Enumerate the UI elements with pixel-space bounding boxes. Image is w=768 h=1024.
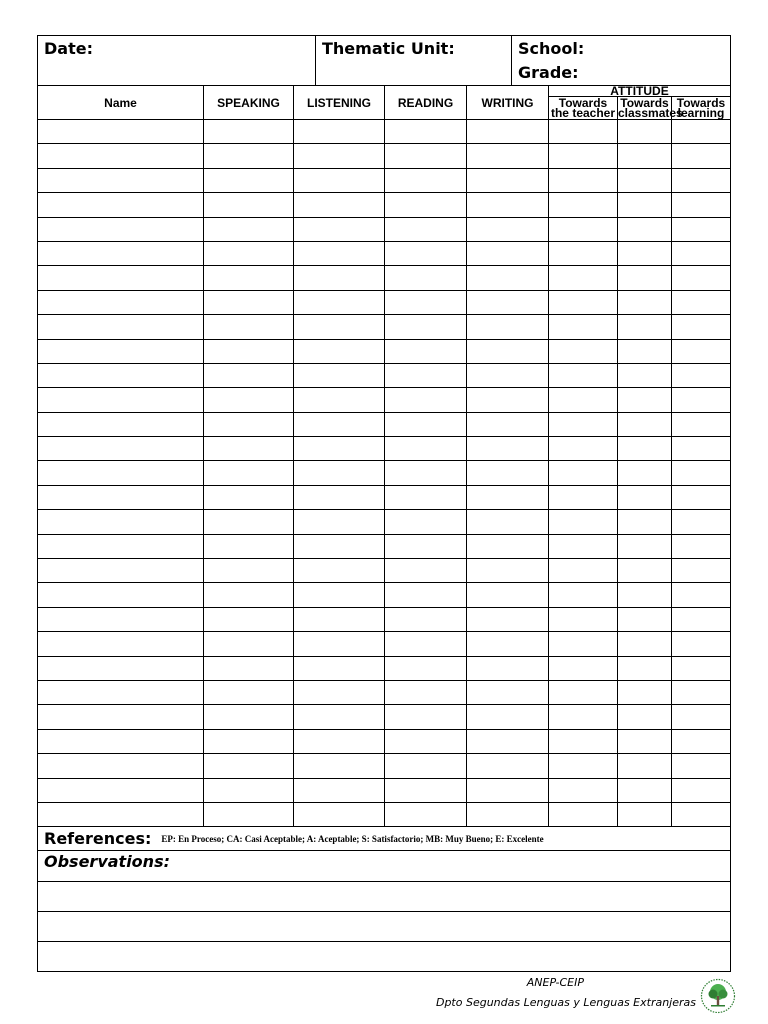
- table-cell[interactable]: [385, 461, 467, 485]
- table-cell[interactable]: [549, 754, 618, 778]
- table-cell[interactable]: [385, 729, 467, 753]
- table-cell[interactable]: [672, 193, 731, 217]
- table-cell[interactable]: [549, 583, 618, 607]
- table-cell[interactable]: [618, 315, 672, 339]
- table-cell[interactable]: [618, 388, 672, 412]
- table-cell[interactable]: [204, 120, 294, 144]
- table-cell[interactable]: [618, 217, 672, 241]
- table-cell[interactable]: [549, 388, 618, 412]
- table-cell[interactable]: [385, 315, 467, 339]
- column-header-towards-classmates: Towards classmates: [618, 96, 683, 120]
- table-cell[interactable]: [672, 534, 731, 558]
- table-row: [38, 680, 731, 704]
- table-cell[interactable]: [38, 607, 204, 631]
- table-cell[interactable]: [672, 120, 731, 144]
- table-cell[interactable]: [672, 290, 731, 314]
- footer-org: ANEP-CEIP: [526, 976, 584, 989]
- table-cell[interactable]: [549, 705, 618, 729]
- table-cell[interactable]: [38, 729, 204, 753]
- table-cell[interactable]: [204, 437, 294, 461]
- table-cell[interactable]: [549, 168, 618, 192]
- table-cell[interactable]: [38, 241, 204, 265]
- table-cell[interactable]: [385, 705, 467, 729]
- table-cell[interactable]: [549, 217, 618, 241]
- school-label: School:: [518, 39, 585, 58]
- column-header-writing: WRITING: [467, 86, 549, 120]
- table-cell[interactable]: [467, 485, 549, 509]
- table-cell[interactable]: [294, 461, 385, 485]
- table-cell[interactable]: [549, 485, 618, 509]
- table-cell[interactable]: [38, 144, 204, 168]
- table-cell[interactable]: [38, 290, 204, 314]
- table-cell[interactable]: [467, 437, 549, 461]
- table-cell[interactable]: [204, 680, 294, 704]
- column-header-towards-teacher: Towards the teacher: [549, 97, 618, 120]
- table-row: [38, 656, 731, 680]
- table-cell[interactable]: [467, 144, 549, 168]
- table-row: [38, 193, 731, 217]
- table-cell[interactable]: [618, 168, 672, 192]
- table-row: [38, 583, 731, 607]
- table-cell[interactable]: [38, 217, 204, 241]
- table-cell[interactable]: [294, 802, 385, 826]
- table-cell[interactable]: [467, 266, 549, 290]
- table-cell[interactable]: [467, 607, 549, 631]
- table-row: [38, 461, 731, 485]
- references-label: References:: [44, 829, 152, 849]
- table-cell[interactable]: [294, 729, 385, 753]
- table-row: [38, 266, 731, 290]
- table-cell[interactable]: [38, 534, 204, 558]
- table-cell[interactable]: [385, 510, 467, 534]
- table-cell[interactable]: [467, 729, 549, 753]
- table-cell[interactable]: [385, 437, 467, 461]
- table-cell[interactable]: [385, 290, 467, 314]
- table-cell[interactable]: [385, 656, 467, 680]
- table-cell[interactable]: [618, 729, 672, 753]
- table-cell[interactable]: [385, 363, 467, 387]
- table-cell[interactable]: [294, 559, 385, 583]
- table-cell[interactable]: [467, 656, 549, 680]
- table-cell[interactable]: [294, 534, 385, 558]
- table-cell[interactable]: [467, 388, 549, 412]
- table-cell[interactable]: [672, 583, 731, 607]
- table-cell[interactable]: [672, 729, 731, 753]
- table-cell[interactable]: [204, 241, 294, 265]
- table-cell[interactable]: [672, 754, 731, 778]
- observation-line[interactable]: [37, 882, 731, 912]
- table-row: [38, 632, 731, 656]
- table-cell[interactable]: [618, 680, 672, 704]
- table-cell[interactable]: [672, 559, 731, 583]
- table-row: [38, 120, 731, 144]
- table-cell[interactable]: [549, 778, 618, 802]
- table-row: [38, 388, 731, 412]
- table-cell[interactable]: [672, 412, 731, 436]
- table-cell[interactable]: [549, 363, 618, 387]
- table-cell[interactable]: [294, 315, 385, 339]
- table-cell[interactable]: [204, 754, 294, 778]
- table-cell[interactable]: [38, 412, 204, 436]
- table-cell[interactable]: [467, 193, 549, 217]
- table-cell[interactable]: [467, 241, 549, 265]
- table-cell[interactable]: [672, 315, 731, 339]
- tree-logo-icon: [700, 978, 736, 1014]
- table-cell[interactable]: [294, 339, 385, 363]
- table-cell[interactable]: [618, 437, 672, 461]
- table-cell[interactable]: [38, 802, 204, 826]
- table-cell[interactable]: [549, 510, 618, 534]
- references-text: EP: En Proceso; CA: Casi Aceptable; A: Aceptable; S: Satisfactorio; MB: Muy Bueno; E: Excelente: [161, 833, 544, 844]
- table-cell[interactable]: [294, 168, 385, 192]
- table-cell[interactable]: [672, 388, 731, 412]
- table-cell[interactable]: [204, 559, 294, 583]
- table-cell[interactable]: [385, 583, 467, 607]
- table-cell[interactable]: [38, 632, 204, 656]
- table-cell[interactable]: [294, 583, 385, 607]
- table-cell[interactable]: [294, 778, 385, 802]
- table-cell[interactable]: [294, 120, 385, 144]
- table-cell[interactable]: [204, 778, 294, 802]
- table-cell[interactable]: [672, 339, 731, 363]
- table-cell[interactable]: [618, 632, 672, 656]
- table-cell[interactable]: [385, 412, 467, 436]
- references-row: [37, 827, 731, 851]
- table-cell[interactable]: [294, 632, 385, 656]
- table-cell[interactable]: [294, 217, 385, 241]
- table-row: [38, 241, 731, 265]
- table-cell[interactable]: [204, 632, 294, 656]
- table-cell[interactable]: [204, 144, 294, 168]
- table-cell[interactable]: [38, 363, 204, 387]
- observations-label: Observations:: [37, 851, 731, 882]
- table-cell[interactable]: [672, 363, 731, 387]
- table-cell[interactable]: [672, 217, 731, 241]
- table-cell[interactable]: [204, 705, 294, 729]
- table-cell[interactable]: [204, 168, 294, 192]
- table-row: [38, 534, 731, 558]
- table-row: [38, 607, 731, 631]
- table-cell[interactable]: [672, 437, 731, 461]
- table-cell[interactable]: [204, 266, 294, 290]
- table-cell[interactable]: [204, 583, 294, 607]
- thematic-unit-label: Thematic Unit:: [322, 39, 455, 58]
- table-cell[interactable]: [294, 680, 385, 704]
- table-cell[interactable]: [467, 583, 549, 607]
- table-cell[interactable]: [38, 437, 204, 461]
- table-cell[interactable]: [294, 754, 385, 778]
- table-cell[interactable]: [549, 412, 618, 436]
- sheet-header: [37, 35, 731, 86]
- column-header-attitude: ATTITUDE: [549, 86, 731, 97]
- table-cell[interactable]: [385, 266, 467, 290]
- column-header-towards-learning: Towards learning: [672, 97, 731, 120]
- table-cell[interactable]: [467, 217, 549, 241]
- table-cell[interactable]: [204, 534, 294, 558]
- school-grade-field[interactable]: [512, 36, 730, 85]
- table-row: [38, 315, 731, 339]
- table-cell[interactable]: [467, 120, 549, 144]
- table-row: [38, 510, 731, 534]
- table-cell[interactable]: [385, 607, 467, 631]
- table-cell[interactable]: [204, 461, 294, 485]
- table-cell[interactable]: [467, 802, 549, 826]
- table-cell[interactable]: [294, 363, 385, 387]
- table-row: [38, 559, 731, 583]
- table-cell[interactable]: [38, 680, 204, 704]
- table-cell[interactable]: [204, 315, 294, 339]
- table-cell[interactable]: [385, 241, 467, 265]
- table-cell[interactable]: [385, 680, 467, 704]
- table-cell[interactable]: [467, 315, 549, 339]
- table-row: [38, 168, 731, 192]
- table-cell[interactable]: [467, 632, 549, 656]
- table-cell[interactable]: [385, 802, 467, 826]
- table-cell[interactable]: [672, 266, 731, 290]
- table-cell[interactable]: [294, 437, 385, 461]
- assessment-table: [37, 85, 731, 827]
- table-row: [38, 290, 731, 314]
- table-cell[interactable]: [294, 485, 385, 509]
- table-cell[interactable]: [618, 120, 672, 144]
- table-row: [38, 144, 731, 168]
- table-cell[interactable]: [38, 559, 204, 583]
- table-row: [38, 705, 731, 729]
- table-cell[interactable]: [467, 412, 549, 436]
- table-cell[interactable]: [294, 607, 385, 631]
- table-cell[interactable]: [672, 607, 731, 631]
- column-header-reading: READING: [385, 86, 467, 120]
- date-label: Date:: [44, 39, 93, 58]
- table-row: [38, 217, 731, 241]
- table-cell[interactable]: [467, 778, 549, 802]
- table-cell[interactable]: [385, 193, 467, 217]
- table-cell[interactable]: [672, 802, 731, 826]
- table-cell[interactable]: [549, 241, 618, 265]
- table-cell[interactable]: [549, 680, 618, 704]
- table-cell[interactable]: [385, 632, 467, 656]
- table-cell[interactable]: [385, 339, 467, 363]
- footer-department: Dpto Segundas Lenguas y Lenguas Extranjeras: [435, 996, 696, 1009]
- table-cell[interactable]: [618, 778, 672, 802]
- table-cell[interactable]: [204, 290, 294, 314]
- table-cell[interactable]: [294, 656, 385, 680]
- table-row: [38, 339, 731, 363]
- table-cell[interactable]: [385, 754, 467, 778]
- table-cell[interactable]: [549, 534, 618, 558]
- table-cell[interactable]: [204, 802, 294, 826]
- table-cell[interactable]: [38, 656, 204, 680]
- thematic-unit-field[interactable]: [316, 36, 512, 85]
- table-cell[interactable]: [38, 705, 204, 729]
- table-cell[interactable]: [618, 583, 672, 607]
- table-cell[interactable]: [467, 705, 549, 729]
- table-cell[interactable]: [549, 290, 618, 314]
- table-cell[interactable]: [294, 412, 385, 436]
- table-cell[interactable]: [38, 193, 204, 217]
- table-cell[interactable]: [618, 802, 672, 826]
- table-row: [38, 729, 731, 753]
- table-cell[interactable]: [385, 559, 467, 583]
- observation-line[interactable]: [37, 912, 731, 942]
- table-cell[interactable]: [467, 754, 549, 778]
- table-cell[interactable]: [204, 193, 294, 217]
- table-cell[interactable]: [467, 363, 549, 387]
- table-cell[interactable]: [38, 339, 204, 363]
- table-row: [38, 778, 731, 802]
- table-cell[interactable]: [385, 120, 467, 144]
- date-field[interactable]: [38, 36, 316, 85]
- table-row: [38, 437, 731, 461]
- table-cell[interactable]: [467, 339, 549, 363]
- table-cell[interactable]: [618, 534, 672, 558]
- table-cell[interactable]: [38, 754, 204, 778]
- table-cell[interactable]: [38, 461, 204, 485]
- table-cell[interactable]: [467, 559, 549, 583]
- table-cell[interactable]: [38, 485, 204, 509]
- table-cell[interactable]: [385, 485, 467, 509]
- table-cell[interactable]: [672, 168, 731, 192]
- table-cell[interactable]: [672, 705, 731, 729]
- table-cell[interactable]: [385, 778, 467, 802]
- table-row: [38, 412, 731, 436]
- table-cell[interactable]: [618, 607, 672, 631]
- table-cell[interactable]: [618, 656, 672, 680]
- table-cell[interactable]: [204, 510, 294, 534]
- table-cell[interactable]: [294, 705, 385, 729]
- table-cell[interactable]: [672, 144, 731, 168]
- table-cell[interactable]: [204, 412, 294, 436]
- table-cell[interactable]: [294, 193, 385, 217]
- table-cell[interactable]: [38, 583, 204, 607]
- table-cell[interactable]: [385, 144, 467, 168]
- table-cell[interactable]: [204, 729, 294, 753]
- table-row: [38, 802, 731, 826]
- table-cell[interactable]: [549, 656, 618, 680]
- table-cell[interactable]: [385, 388, 467, 412]
- table-cell[interactable]: [204, 217, 294, 241]
- table-cell[interactable]: [467, 168, 549, 192]
- table-cell[interactable]: [618, 363, 672, 387]
- table-cell[interactable]: [204, 388, 294, 412]
- table-cell[interactable]: [549, 315, 618, 339]
- table-row: [38, 363, 731, 387]
- table-cell[interactable]: [294, 388, 385, 412]
- table-cell[interactable]: [618, 290, 672, 314]
- evaluation-sheet: [37, 35, 731, 972]
- table-cell[interactable]: [618, 241, 672, 265]
- table-cell[interactable]: [672, 656, 731, 680]
- table-cell[interactable]: [672, 461, 731, 485]
- footer: [436, 973, 696, 1013]
- table-cell[interactable]: [549, 144, 618, 168]
- table-cell[interactable]: [294, 144, 385, 168]
- table-cell[interactable]: [38, 388, 204, 412]
- column-header-speaking: SPEAKING: [204, 86, 294, 120]
- table-cell[interactable]: [549, 437, 618, 461]
- table-cell[interactable]: [549, 729, 618, 753]
- table-cell[interactable]: [294, 241, 385, 265]
- table-cell[interactable]: [618, 705, 672, 729]
- table-cell[interactable]: [467, 290, 549, 314]
- table-cell[interactable]: [618, 193, 672, 217]
- table-cell[interactable]: [549, 802, 618, 826]
- observation-line[interactable]: [37, 942, 731, 972]
- table-cell[interactable]: [672, 778, 731, 802]
- table-cell[interactable]: [549, 632, 618, 656]
- table-cell[interactable]: [672, 485, 731, 509]
- table-cell[interactable]: [549, 266, 618, 290]
- table-cell[interactable]: [294, 290, 385, 314]
- table-cell[interactable]: [294, 266, 385, 290]
- column-header-listening: LISTENING: [294, 86, 385, 120]
- table-cell[interactable]: [38, 168, 204, 192]
- column-header-name: Name: [38, 86, 204, 120]
- table-cell[interactable]: [204, 607, 294, 631]
- grade-label: Grade:: [518, 63, 579, 82]
- table-cell[interactable]: [467, 461, 549, 485]
- table-cell[interactable]: [618, 461, 672, 485]
- table-cell[interactable]: [549, 193, 618, 217]
- table-cell[interactable]: [549, 461, 618, 485]
- table-cell[interactable]: [618, 266, 672, 290]
- table-cell[interactable]: [549, 559, 618, 583]
- table-row: [38, 754, 731, 778]
- table-cell[interactable]: [618, 510, 672, 534]
- table-cell[interactable]: [618, 754, 672, 778]
- table-cell[interactable]: [385, 217, 467, 241]
- table-cell[interactable]: [467, 510, 549, 534]
- table-row: [38, 485, 731, 509]
- table-cell[interactable]: [204, 656, 294, 680]
- table-cell[interactable]: [467, 534, 549, 558]
- table-cell[interactable]: [294, 510, 385, 534]
- table-cell[interactable]: [38, 120, 204, 144]
- table-cell[interactable]: [204, 363, 294, 387]
- table-cell[interactable]: [549, 339, 618, 363]
- table-cell[interactable]: [618, 485, 672, 509]
- table-cell[interactable]: [204, 485, 294, 509]
- table-cell[interactable]: [672, 510, 731, 534]
- table-cell[interactable]: [385, 168, 467, 192]
- table-cell[interactable]: [549, 607, 618, 631]
- table-cell[interactable]: [618, 412, 672, 436]
- table-cell[interactable]: [618, 559, 672, 583]
- table-cell[interactable]: [549, 120, 618, 144]
- table-cell[interactable]: [38, 510, 204, 534]
- table-cell[interactable]: [38, 778, 204, 802]
- table-cell[interactable]: [204, 339, 294, 363]
- table-cell[interactable]: [672, 632, 731, 656]
- table-cell[interactable]: [385, 534, 467, 558]
- table-cell[interactable]: [38, 315, 204, 339]
- table-cell[interactable]: [467, 680, 549, 704]
- table-cell[interactable]: [38, 266, 204, 290]
- table-cell[interactable]: [618, 144, 672, 168]
- table-cell[interactable]: [672, 680, 731, 704]
- table-cell[interactable]: [618, 339, 672, 363]
- table-cell[interactable]: [672, 241, 731, 265]
